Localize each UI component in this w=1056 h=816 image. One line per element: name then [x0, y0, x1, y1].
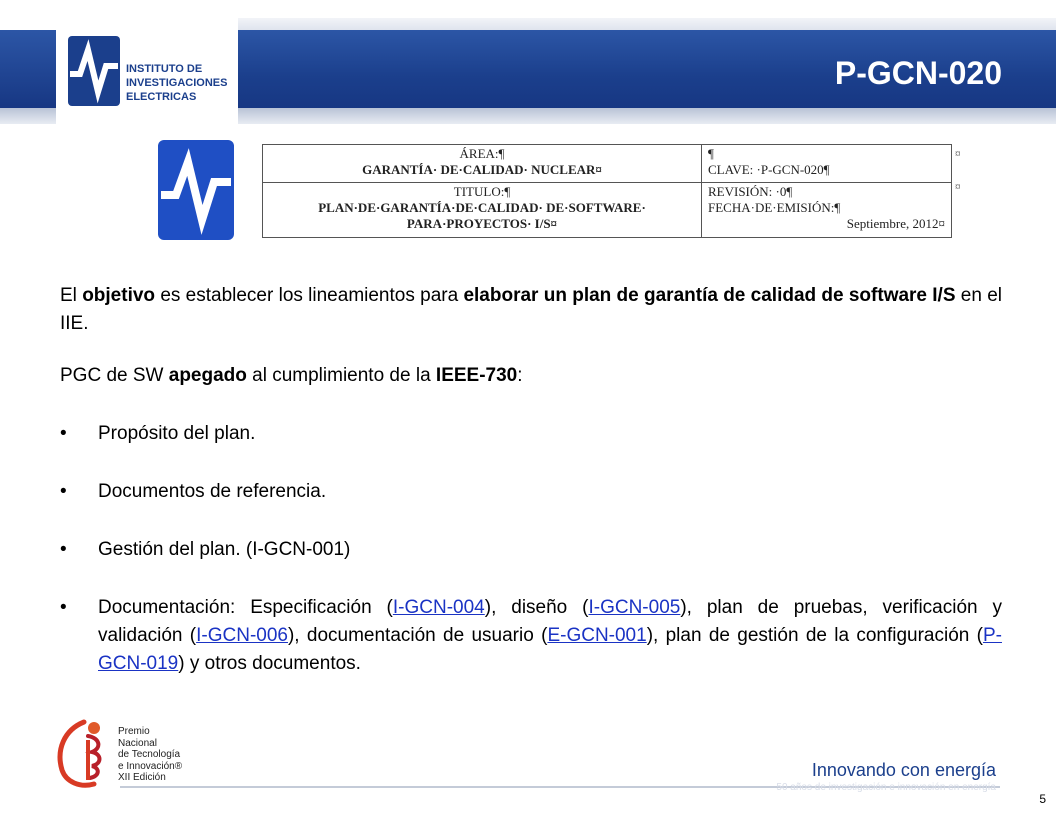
- text-run-bold: IEEE-730: [435, 365, 518, 386]
- header-band-top: [238, 18, 1056, 30]
- text-run: ), plan de gestión de la configuración (: [646, 625, 983, 646]
- text-run: ), documentación de usuario (: [287, 625, 548, 646]
- text-run: ) y otros documentos.: [178, 653, 361, 674]
- text-run: al cumplimiento de la: [246, 365, 436, 386]
- area-cell: [263, 145, 702, 183]
- fecha-value: Septiembre, 2012¤: [846, 215, 945, 231]
- area-label: ÁREA:¶: [459, 146, 505, 161]
- text-run: :: [517, 365, 523, 386]
- link-e-gcn-001[interactable]: E-GCN-001: [547, 625, 647, 646]
- clave-value: CLAVE: ·P-GCN-020¶: [708, 162, 830, 177]
- document-header-table: [262, 144, 952, 238]
- fecha-label: FECHA·DE·EMISIÓN:¶: [708, 199, 841, 215]
- bullet: •: [60, 597, 67, 618]
- link-i-gcn-005[interactable]: I-GCN-005: [588, 597, 681, 618]
- text-run-bold: apegado: [168, 365, 247, 386]
- award-line: Premio: [118, 726, 150, 737]
- titulo-line2: PARA·PROYECTOS· I/S¤: [406, 215, 558, 231]
- iie-small-logo-icon: [158, 140, 234, 240]
- org-name-line1: INSTITUTO DE: [126, 63, 203, 75]
- text-run: El: [60, 285, 83, 306]
- titulo-line1: PLAN·DE·GARANTÍA·DE·CALIDAD· DE·SOFTWARE·: [318, 199, 646, 215]
- bullet-list: [60, 420, 1002, 678]
- header-left-strip-bottom: [0, 108, 56, 124]
- text-run: ), plan de pruebas, verificación y validación (: [98, 597, 1002, 646]
- objective-paragraph: [60, 282, 1002, 338]
- list-item: [60, 478, 1002, 506]
- area-value: GARANTÍA· DE·CALIDAD· NUCLEAR¤: [362, 162, 602, 177]
- pilcrow: ¶: [708, 146, 714, 161]
- link-i-gcn-006[interactable]: I-GCN-006: [196, 625, 288, 646]
- page-number: 5: [1039, 792, 1046, 806]
- iie-logo-icon: [68, 36, 120, 106]
- text-run-bold: elaborar un plan de garantía de calidad de software I/S: [463, 285, 956, 306]
- text-run: ), diseño (: [484, 597, 589, 618]
- award-line: Nacional: [118, 737, 157, 749]
- list-item-text: Documentos de referencia.: [98, 481, 327, 502]
- revision-value: REVISIÓN: ·0¶: [708, 183, 793, 199]
- clave-cell: [702, 145, 952, 183]
- table-end-marker: ¤: [955, 181, 961, 193]
- bullet: •: [60, 481, 67, 502]
- link-i-gcn-004[interactable]: I-GCN-004: [392, 597, 485, 618]
- list-item: [60, 420, 1002, 448]
- bullet: •: [60, 539, 67, 560]
- award-logo-icon: [54, 716, 120, 790]
- text-run: en el IIE.: [60, 285, 1003, 334]
- award-line: de Tecnología: [118, 749, 181, 760]
- revision-cell: [702, 182, 952, 237]
- document-code: P-GCN-020: [834, 55, 1002, 91]
- ieee-paragraph: [60, 362, 1002, 390]
- text-run: Documentación: Especificación (: [98, 597, 393, 618]
- list-item-text: Gestión del plan. (I-GCN-001): [98, 539, 351, 560]
- header-band-bottom: [238, 108, 1056, 124]
- slide-content: [60, 282, 1002, 678]
- table-end-marker: ¤: [955, 148, 961, 160]
- org-name: [126, 62, 227, 104]
- faint-footer-text: 50 años de investigación e innovación en energía: [776, 782, 996, 793]
- titulo-label: TITULO:¶: [453, 183, 511, 199]
- text-run: es establecer los lineamientos para: [155, 285, 464, 306]
- text-run-bold: objetivo: [82, 285, 156, 306]
- list-item: [60, 536, 1002, 564]
- titulo-cell: [263, 182, 702, 237]
- link-p-gcn-019[interactable]: P-GCN-019: [98, 625, 1002, 674]
- award-line: e Innovación®: [118, 760, 183, 772]
- list-item-text: Propósito del plan.: [98, 423, 256, 444]
- org-name-line2: INVESTIGACIONES: [126, 77, 228, 89]
- award-text: [118, 726, 182, 784]
- tagline: Innovando con energía: [811, 760, 996, 780]
- text-run: PGC de SW: [60, 365, 169, 386]
- list-item: [60, 594, 1002, 678]
- award-line: XII Edición: [118, 772, 166, 783]
- org-name-line3: ELECTRICAS: [126, 91, 197, 103]
- bullet: •: [60, 423, 67, 444]
- header-left-strip: [0, 30, 56, 108]
